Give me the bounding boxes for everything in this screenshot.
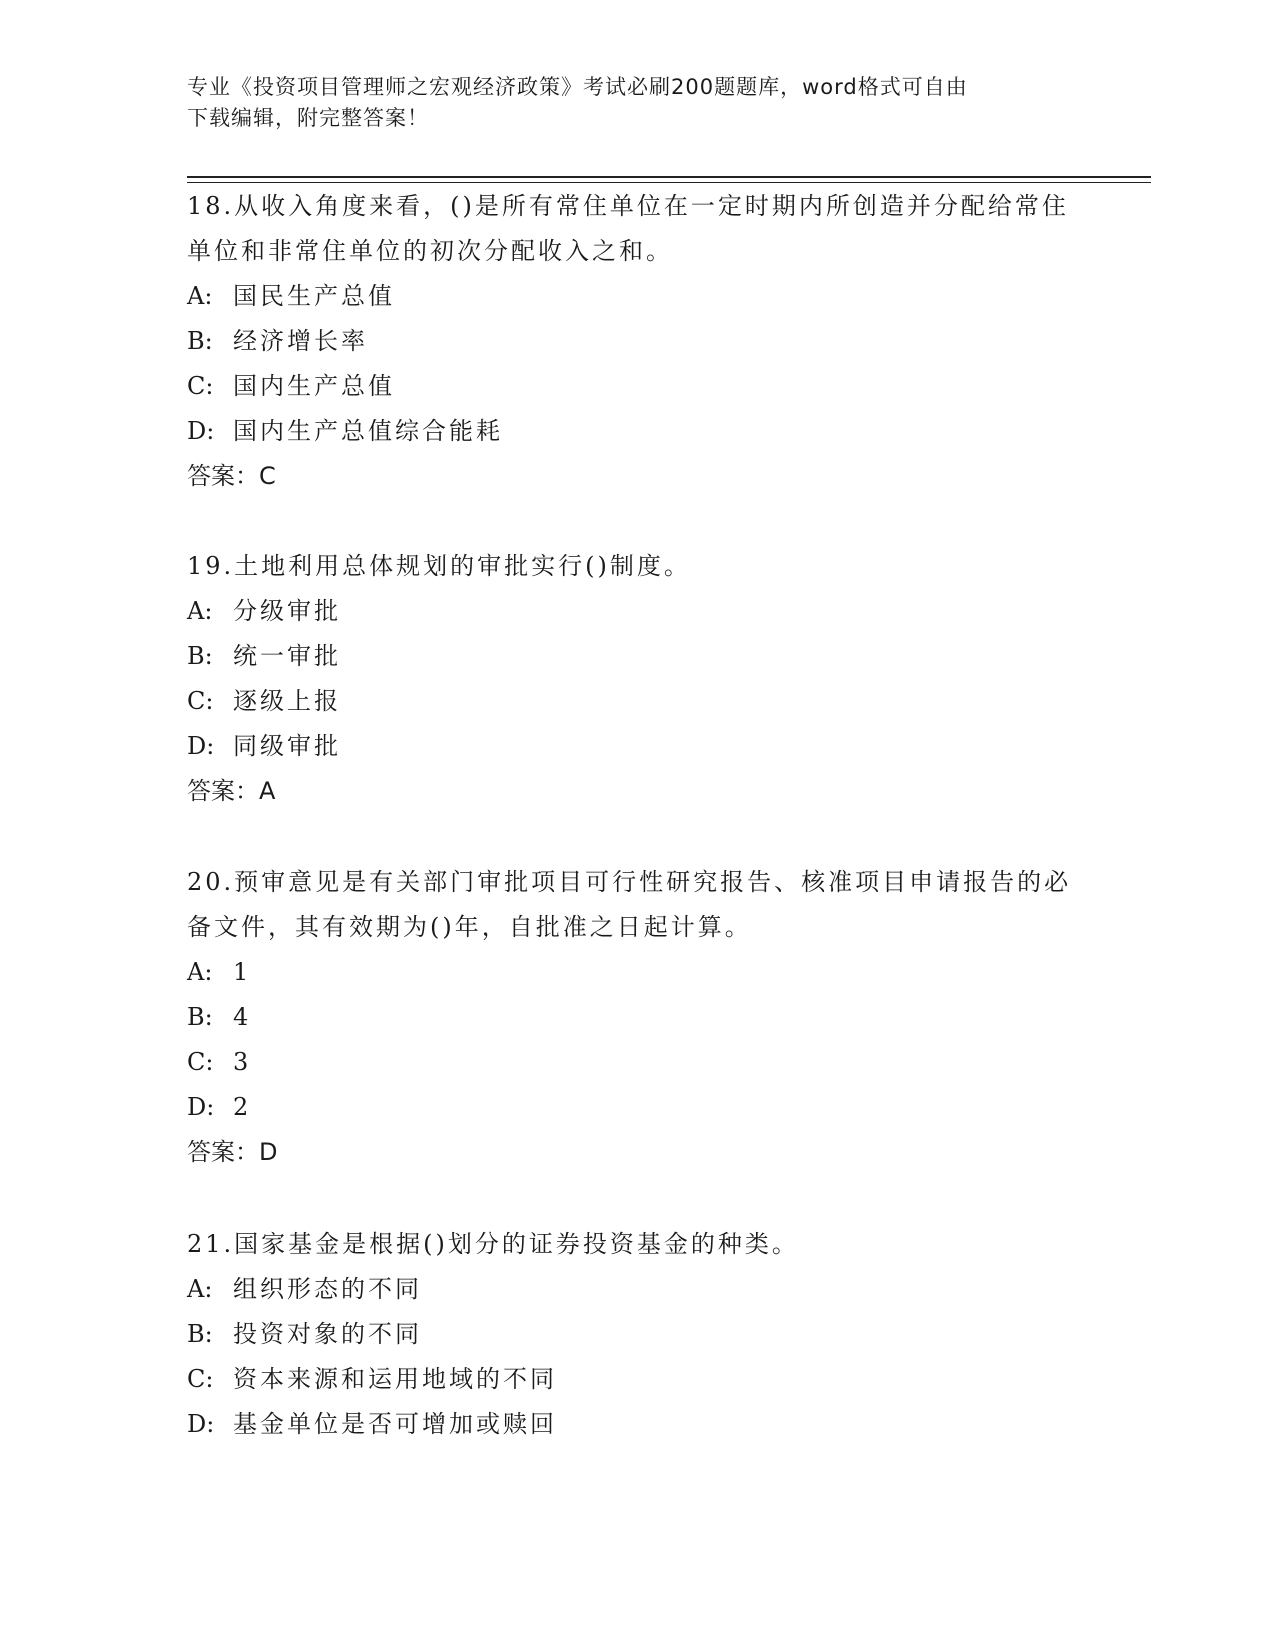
question-18 (187, 184, 1087, 499)
option-a (187, 274, 1087, 319)
option-letter: B: (187, 1320, 213, 1348)
question-stem: 18.从收入角度来看，()是所有常住单位在一定时期内所创造并分配给常住单位和非常住单位的初次分配收入之和。 (187, 192, 1069, 265)
option-letter: B: (187, 327, 213, 355)
option-letter: C: (187, 687, 214, 715)
option-letter: B: (187, 642, 213, 670)
question-19 (187, 544, 1087, 814)
option-text: 资本来源和运用地域的不同 (233, 1365, 557, 1393)
option-c (187, 679, 1087, 724)
option-c (187, 1357, 1087, 1402)
option-b (187, 634, 1087, 679)
option-letter: D: (187, 417, 215, 445)
option-text: 组织形态的不同 (233, 1275, 422, 1303)
option-a (187, 950, 1087, 995)
option-letter: B: (187, 1003, 213, 1031)
option-text: 同级审批 (233, 732, 341, 760)
option-b (187, 995, 1087, 1040)
header-line-1: 专业《投资项目管理师之宏观经济政策》考试必刷200题题库，word格式可自由 (187, 75, 968, 99)
question-stem: 21.国家基金是根据()划分的证券投资基金的种类。 (187, 1230, 799, 1258)
question-stem: 19.土地利用总体规划的审批实行()制度。 (187, 552, 691, 580)
option-a (187, 589, 1087, 634)
option-text: 国内生产总值 (233, 372, 395, 400)
question-20 (187, 860, 1087, 1175)
option-c (187, 1040, 1087, 1085)
option-text: 3 (233, 1048, 252, 1076)
option-a (187, 1267, 1087, 1312)
option-letter: D: (187, 1410, 215, 1438)
option-text: 国民生产总值 (233, 282, 395, 310)
header-divider-thin (187, 182, 1151, 183)
option-letter: A: (187, 597, 213, 625)
answer-line: 答案：C (187, 462, 276, 490)
option-text: 投资对象的不同 (233, 1320, 422, 1348)
option-text: 4 (233, 1003, 252, 1031)
option-letter: C: (187, 1048, 214, 1076)
option-text: 2 (233, 1093, 252, 1121)
option-text: 统一审批 (233, 642, 341, 670)
question-stem: 20.预审意见是有关部门审批项目可行性研究报告、核准项目申请报告的必备文件，其有效期为()年，自批准之日起计算。 (187, 868, 1072, 941)
option-b (187, 1312, 1087, 1357)
option-text: 基金单位是否可增加或赎回 (233, 1410, 557, 1438)
option-text: 国内生产总值综合能耗 (233, 417, 503, 445)
option-letter: A: (187, 1275, 213, 1303)
option-text: 1 (233, 958, 252, 986)
answer-line: 答案：A (187, 777, 276, 805)
option-b (187, 319, 1087, 364)
option-d (187, 409, 1087, 454)
option-d (187, 1085, 1087, 1130)
answer-line: 答案：D (187, 1138, 278, 1166)
option-d (187, 1402, 1087, 1447)
option-letter: D: (187, 732, 215, 760)
option-letter: C: (187, 372, 214, 400)
document-header (187, 72, 1067, 134)
option-text: 逐级上报 (233, 687, 341, 715)
option-letter: A: (187, 282, 213, 310)
option-d (187, 724, 1087, 769)
option-letter: D: (187, 1093, 215, 1121)
header-line-2: 下载编辑，附完整答案！ (187, 106, 429, 130)
option-letter: A: (187, 958, 213, 986)
question-21 (187, 1222, 1087, 1447)
header-divider-thick (187, 176, 1151, 178)
option-text: 分级审批 (233, 597, 341, 625)
option-text: 经济增长率 (233, 327, 368, 355)
option-c (187, 364, 1087, 409)
option-letter: C: (187, 1365, 214, 1393)
